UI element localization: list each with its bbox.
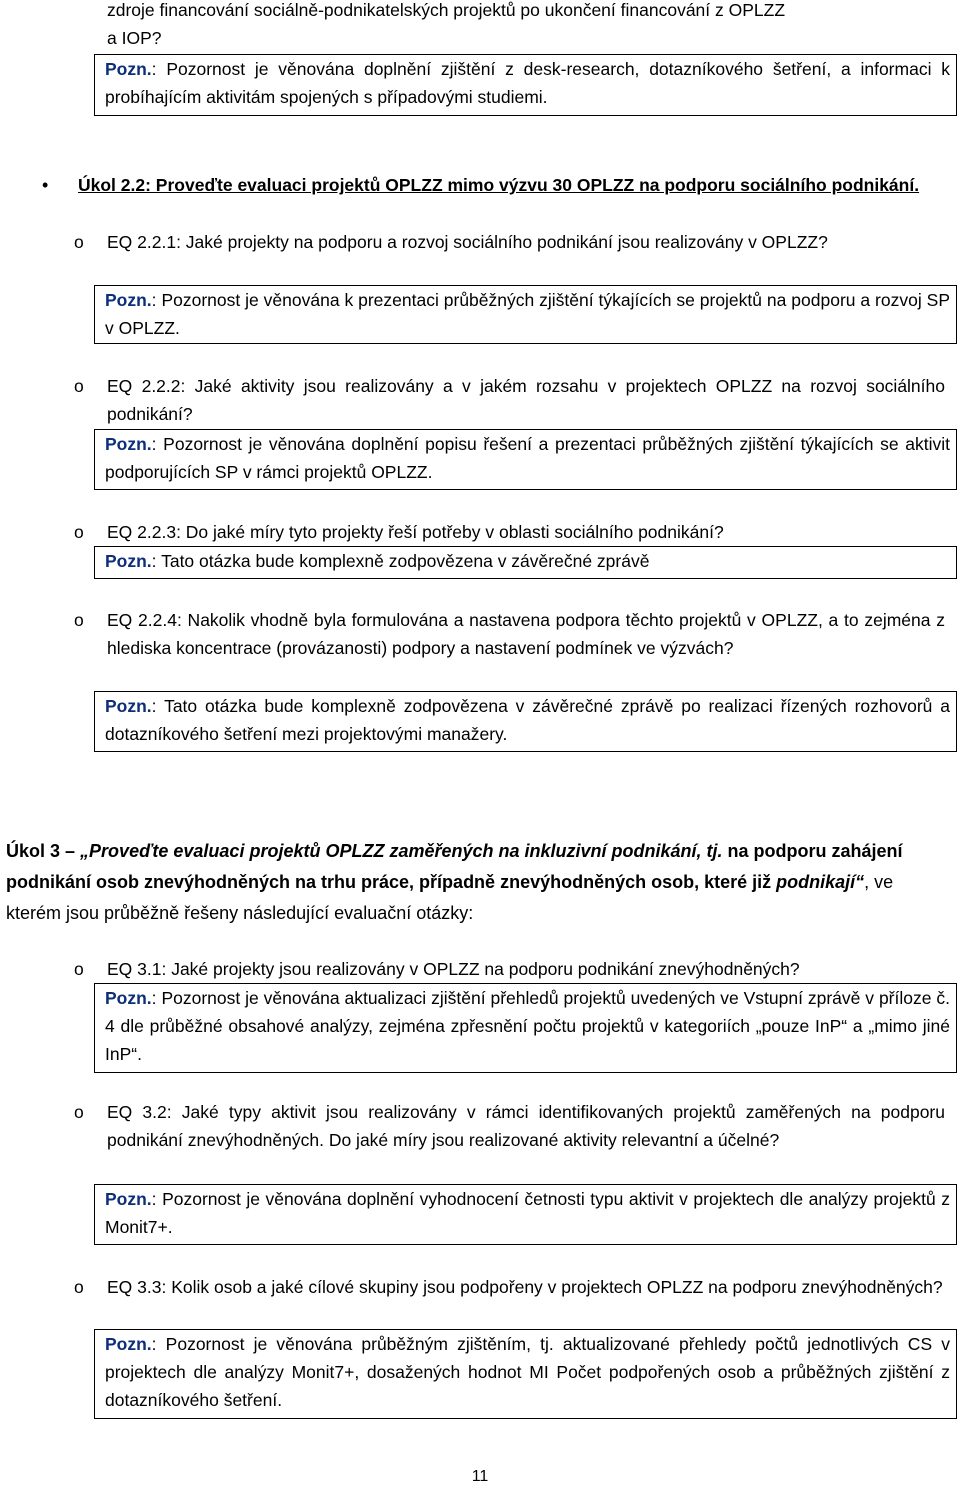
task-3-bold: na podporu zahájení podnikání osob znevýhodněných na trhu práce, případně znevýhodněných osob, které již xyxy=(6,841,903,892)
item-marker: o xyxy=(74,610,84,630)
task-3-italic-end: podnikají“ xyxy=(776,872,865,892)
eq-221-note-box xyxy=(94,285,957,344)
pozn-text: : Pozornost je věnována aktualizaci zjištění přehledů projektů uvedených ve Vstupní zprávě v příloze č. 4 dle průběžné obsahové analýzy, zejména zpřesnění počtu projektů v kategoriích „pouze InP“ a „mimo jiné InP“. xyxy=(105,988,950,1064)
pozn-label: Pozn. xyxy=(105,988,152,1008)
task-22-heading: Úkol 2.2: Proveďte evaluaci projektů OPLZZ mimo výzvu 30 OPLZZ na podporu sociálního podnikání. xyxy=(78,175,920,195)
item-marker: o xyxy=(74,376,84,396)
task-3-dash: – xyxy=(60,841,81,861)
eq-224-note-box xyxy=(94,691,957,752)
eq-31-question: EQ 3.1: Jaké projekty jsou realizovány v OPLZZ na podporu podnikání znevýhodněných? xyxy=(107,959,800,979)
pozn-text: : Tato otázka bude komplexně zodpovězena v závěrečné zprávě xyxy=(151,551,650,571)
eq-223-question: EQ 2.2.3: Do jaké míry tyto projekty řeší potřeby v oblasti sociálního podnikání? xyxy=(107,522,724,542)
pozn-label: Pozn. xyxy=(105,290,152,310)
eq-222-question: EQ 2.2.2: Jaké aktivity jsou realizovány a v jakém rozsahu v projektech OPLZZ na rozvoj sociálního podnikání? xyxy=(107,376,945,424)
eq-33-note-box xyxy=(94,1329,957,1419)
pozn-label: Pozn. xyxy=(105,1189,152,1209)
eq-224-question: EQ 2.2.4: Nakolik vhodně byla formulována a nastavena podpora těchto projektů v OPLZZ, a to zejména z hlediska koncentrace (provázanosti) podpory a nastavení podmínek ve výzvách? xyxy=(107,610,945,658)
eq-32-question: EQ 3.2: Jaké typy aktivit jsou realizovány v rámci identifikovaných projektů zaměřených na podporu podnikání znevýhodněných. Do jaké míry jsou realizované aktivity relevantní a účelné? xyxy=(107,1102,945,1150)
page-number: 11 xyxy=(471,1468,489,1485)
item-marker: o xyxy=(74,1102,84,1122)
eq-222-note-box xyxy=(94,429,957,490)
pozn-label: Pozn. xyxy=(105,551,152,571)
top-item-text xyxy=(107,0,947,52)
task-3-heading xyxy=(6,836,952,929)
pozn-label: Pozn. xyxy=(105,434,152,454)
pozn-text: : Pozornost je věnována průběžným zjištěním, tj. aktualizované přehledy počtů jednotlivých CS v projektech dle analýzy Monit7+, dosažených hodnot MI Počet podpořených osob a průběžných zjištění z dotazníkového šetření. xyxy=(105,1334,950,1410)
item-marker: o xyxy=(74,232,84,252)
pozn-text: : Tato otázka bude komplexně zodpovězena v závěrečné zprávě po realizaci řízených rozhovorů a dotazníkového šetření mezi projektovými manažery. xyxy=(105,696,950,744)
bullet-icon: • xyxy=(42,175,49,195)
eq-221-question: EQ 2.2.1: Jaké projekty na podporu a rozvoj sociálního podnikání jsou realizovány v OPLZZ? xyxy=(107,232,828,252)
pozn-text: : Pozornost je věnována doplnění vyhodnocení četnosti typu aktivit v projektech dle analýzy projektů z Monit7+. xyxy=(105,1189,950,1237)
pozn-label: Pozn. xyxy=(105,696,152,716)
item-marker: o xyxy=(74,959,84,979)
item-marker: o xyxy=(74,1277,84,1297)
pozn-text: : Pozornost je věnována k prezentaci průběžných zjištění týkajících se projektů na podporu a rozvoj SP v OPLZZ. xyxy=(105,290,950,338)
top-item-line2: a IOP? xyxy=(107,28,162,48)
eq-223-note-box xyxy=(94,546,957,579)
pozn-text: : Pozornost je věnována doplnění zjištění z desk-research, dotazníkového šetření, a informaci k probíhajícím aktivitám spojených s případovými studiemi. xyxy=(105,59,950,107)
task-3-label: Úkol 3 xyxy=(6,841,61,861)
task-3-tail: , ve kterém jsou průběžně řešeny následující evaluační otázky: xyxy=(6,872,894,923)
item-marker: o xyxy=(74,522,84,542)
pozn-text: : Pozornost je věnována doplnění popisu řešení a prezentaci průběžných zjištění týkajících se aktivit podporujících SP v rámci projektů OPLZZ. xyxy=(105,434,950,482)
eq-31-note-box xyxy=(94,983,957,1073)
pozn-label: Pozn. xyxy=(105,59,152,79)
task-3-italic: „Proveďte evaluaci projektů OPLZZ zaměřených na inkluzivní podnikání, tj. xyxy=(80,841,723,861)
top-item-note-box xyxy=(94,54,957,116)
eq-32-note-box xyxy=(94,1184,957,1245)
top-item-line1: zdroje financování sociálně-podnikatelských projektů po ukončení financování z OPLZZ xyxy=(107,0,786,20)
eq-33-question: EQ 3.3: Kolik osob a jaké cílové skupiny jsou podpořeny v projektech OPLZZ na podporu znevýhodněných? xyxy=(107,1277,943,1297)
pozn-label: Pozn. xyxy=(105,1334,152,1354)
